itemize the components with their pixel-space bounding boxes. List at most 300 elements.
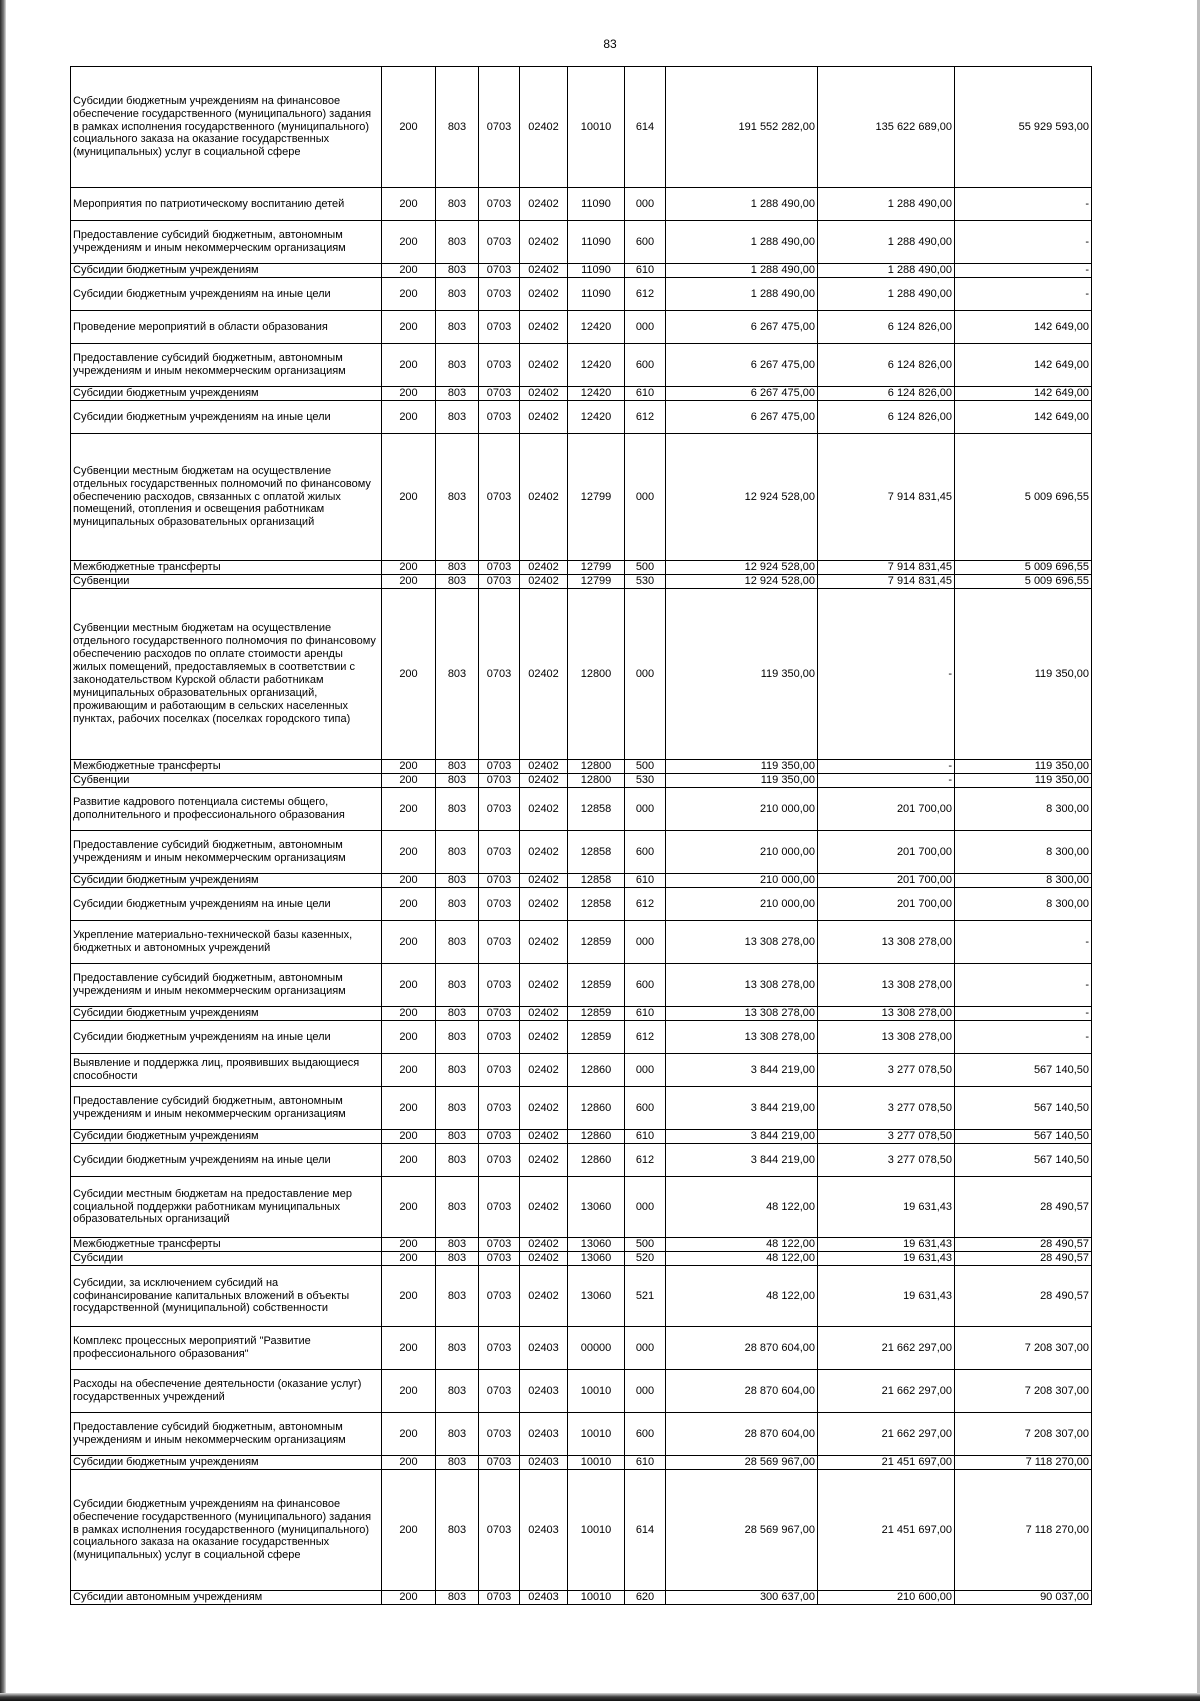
code-program: 02402 [520,831,568,874]
code-admin: 200 [382,1266,436,1327]
value-executed: 1 288 490,00 [818,188,955,221]
table-row [71,188,1092,221]
value-approved: 3 844 219,00 [666,1130,818,1144]
table-row [71,1370,1092,1413]
code-expense-type: 612 [625,278,666,311]
table-row [71,67,1092,188]
value-remaining: 8 300,00 [955,888,1092,921]
code-gov: 803 [436,788,479,831]
code-expense-type: 521 [625,1266,666,1327]
code-direction: 11090 [568,264,625,278]
value-approved: 6 267 475,00 [666,401,818,434]
code-direction: 10010 [568,1370,625,1413]
code-section: 0703 [479,1021,520,1054]
value-remaining: 7 208 307,00 [955,1413,1092,1456]
row-description: Комплекс процессных мероприятий "Развитие профессионального образования" [71,1327,382,1370]
code-direction: 13060 [568,1252,625,1266]
code-section: 0703 [479,760,520,774]
table-row [71,1591,1092,1605]
code-program: 02402 [520,1054,568,1087]
value-executed: 19 631,43 [818,1177,955,1238]
row-description: Межбюджетные трансферты [71,1238,382,1252]
code-section: 0703 [479,1252,520,1266]
value-remaining: - [955,264,1092,278]
code-expense-type: 000 [625,434,666,561]
row-description: Предоставление субсидий бюджетным, автономным учреждениям и иным некоммерческим организациям [71,1413,382,1456]
value-approved: 48 122,00 [666,1177,818,1238]
value-approved: 13 308 278,00 [666,964,818,1007]
code-admin: 200 [382,888,436,921]
code-section: 0703 [479,888,520,921]
table-row [71,1238,1092,1252]
row-description: Субвенции местным бюджетам на осуществление отдельных государственных полномочий по финансовому обеспечению расходов, связанных с оплатой жилых помещений, отопления и освещения работникам муниципальных образовательных организаций [71,434,382,561]
table-row [71,1130,1092,1144]
code-section: 0703 [479,1130,520,1144]
code-program: 02402 [520,964,568,1007]
table-row [71,221,1092,264]
code-section: 0703 [479,1413,520,1456]
code-program: 02403 [520,1456,568,1470]
code-direction: 12860 [568,1144,625,1177]
value-approved: 28 870 604,00 [666,1413,818,1456]
table-row [71,1413,1092,1456]
value-remaining: 28 490,57 [955,1177,1092,1238]
code-expense-type: 620 [625,1591,666,1605]
value-executed: 3 277 078,50 [818,1087,955,1130]
code-program: 02402 [520,561,568,575]
code-section: 0703 [479,1054,520,1087]
code-program: 02402 [520,788,568,831]
table-row [71,278,1092,311]
value-remaining: 8 300,00 [955,874,1092,888]
code-section: 0703 [479,575,520,589]
row-description: Предоставление субсидий бюджетным, автономным учреждениям и иным некоммерческим организациям [71,831,382,874]
table-row [71,401,1092,434]
value-executed: 13 308 278,00 [818,1007,955,1021]
value-remaining: 567 140,50 [955,1144,1092,1177]
code-section: 0703 [479,774,520,788]
value-executed: 6 124 826,00 [818,311,955,344]
code-section: 0703 [479,344,520,387]
code-direction: 11090 [568,278,625,311]
value-approved: 13 308 278,00 [666,921,818,964]
code-gov: 803 [436,1370,479,1413]
value-executed: 201 700,00 [818,888,955,921]
table-row [71,575,1092,589]
code-program: 02403 [520,1327,568,1370]
code-direction: 12420 [568,401,625,434]
budget-table [70,66,1092,1605]
row-description: Субсидии бюджетным учреждениям на иные цели [71,1144,382,1177]
code-direction: 13060 [568,1266,625,1327]
code-expense-type: 610 [625,874,666,888]
row-description: Субсидии [71,1252,382,1266]
code-direction: 12800 [568,774,625,788]
code-expense-type: 610 [625,387,666,401]
code-program: 02402 [520,760,568,774]
code-expense-type: 000 [625,1054,666,1087]
value-executed: 19 631,43 [818,1238,955,1252]
code-section: 0703 [479,1007,520,1021]
row-description: Расходы на обеспечение деятельности (оказание услуг) государственных учреждений [71,1370,382,1413]
value-remaining: 28 490,57 [955,1238,1092,1252]
table-row [71,774,1092,788]
value-approved: 13 308 278,00 [666,1007,818,1021]
code-admin: 200 [382,67,436,188]
code-section: 0703 [479,964,520,1007]
code-direction: 12799 [568,575,625,589]
code-admin: 200 [382,1130,436,1144]
row-description: Субсидии автономным учреждениям [71,1591,382,1605]
value-approved: 28 569 967,00 [666,1456,818,1470]
row-description: Предоставление субсидий бюджетным, автономным учреждениям и иным некоммерческим организациям [71,344,382,387]
code-direction: 00000 [568,1327,625,1370]
code-admin: 200 [382,575,436,589]
code-expense-type: 610 [625,1130,666,1144]
table-row [71,1021,1092,1054]
code-admin: 200 [382,788,436,831]
code-program: 02402 [520,1021,568,1054]
value-remaining: 567 140,50 [955,1087,1092,1130]
code-expense-type: 000 [625,921,666,964]
code-gov: 803 [436,264,479,278]
code-expense-type: 600 [625,221,666,264]
code-section: 0703 [479,401,520,434]
code-admin: 200 [382,589,436,760]
code-direction: 13060 [568,1177,625,1238]
code-section: 0703 [479,788,520,831]
table-row [71,1087,1092,1130]
code-direction: 12799 [568,434,625,561]
value-approved: 300 637,00 [666,1591,818,1605]
code-section: 0703 [479,1327,520,1370]
code-section: 0703 [479,1087,520,1130]
code-expense-type: 000 [625,589,666,760]
code-gov: 803 [436,344,479,387]
code-admin: 200 [382,401,436,434]
row-description: Субсидии бюджетным учреждениям на финансовое обеспечение государственного (муниципального) задания в рамках исполнения государственного (муниципального) социального заказа на оказание государственных (муниципальных) услуг в социальной сфере [71,67,382,188]
row-description: Субсидии бюджетным учреждениям на иные цели [71,278,382,311]
code-direction: 12860 [568,1054,625,1087]
value-executed: 3 277 078,50 [818,1130,955,1144]
code-expense-type: 530 [625,575,666,589]
value-executed: - [818,774,955,788]
row-description: Субсидии бюджетным учреждениям [71,387,382,401]
row-description: Субвенции [71,575,382,589]
code-gov: 803 [436,888,479,921]
table-row [71,1054,1092,1087]
code-admin: 200 [382,964,436,1007]
row-description: Субсидии бюджетным учреждениям [71,874,382,888]
row-description: Мероприятия по патриотическому воспитанию детей [71,188,382,221]
value-remaining: 8 300,00 [955,788,1092,831]
code-admin: 200 [382,1007,436,1021]
code-program: 02403 [520,1370,568,1413]
code-admin: 200 [382,1087,436,1130]
code-admin: 200 [382,1054,436,1087]
value-approved: 12 924 528,00 [666,434,818,561]
value-remaining: - [955,188,1092,221]
code-direction: 10010 [568,67,625,188]
code-admin: 200 [382,1252,436,1266]
code-gov: 803 [436,311,479,344]
row-description: Субсидии бюджетным учреждениям [71,1130,382,1144]
code-section: 0703 [479,1266,520,1327]
value-approved: 119 350,00 [666,774,818,788]
code-admin: 200 [382,188,436,221]
value-executed: 13 308 278,00 [818,1021,955,1054]
code-program: 02402 [520,264,568,278]
code-direction: 12420 [568,344,625,387]
code-admin: 200 [382,1238,436,1252]
value-executed: 210 600,00 [818,1591,955,1605]
code-section: 0703 [479,221,520,264]
value-executed: 201 700,00 [818,874,955,888]
code-admin: 200 [382,1591,436,1605]
value-approved: 210 000,00 [666,831,818,874]
value-executed: 21 451 697,00 [818,1470,955,1591]
table-row [71,561,1092,575]
code-gov: 803 [436,278,479,311]
code-section: 0703 [479,874,520,888]
code-admin: 200 [382,921,436,964]
value-executed: 6 124 826,00 [818,401,955,434]
row-description: Предоставление субсидий бюджетным, автономным учреждениям и иным некоммерческим организациям [71,964,382,1007]
code-section: 0703 [479,1591,520,1605]
code-section: 0703 [479,589,520,760]
code-direction: 13060 [568,1238,625,1252]
table-row [71,1456,1092,1470]
value-remaining: - [955,921,1092,964]
row-description: Субсидии бюджетным учреждениям на иные цели [71,401,382,434]
value-remaining: 567 140,50 [955,1130,1092,1144]
row-description: Субвенции местным бюджетам на осуществление отдельного государственного полномочия по финансовому обеспечению расходов по оплате стоимости аренды жилых помещений, предоставляемых в соответствии с законодательством Курской области работникам муниципальных образовательных организаций, проживающим и работающим в сельских населенных пунктах, рабочих поселках (поселках городского типа) [71,589,382,760]
code-section: 0703 [479,561,520,575]
code-direction: 10010 [568,1470,625,1591]
code-gov: 803 [436,964,479,1007]
code-admin: 200 [382,1413,436,1456]
value-remaining: - [955,278,1092,311]
value-remaining: 7 208 307,00 [955,1327,1092,1370]
code-expense-type: 600 [625,1413,666,1456]
value-executed: - [818,760,955,774]
value-approved: 28 870 604,00 [666,1370,818,1413]
code-admin: 200 [382,1144,436,1177]
row-description: Субсидии бюджетным учреждениям [71,1456,382,1470]
code-expense-type: 600 [625,964,666,1007]
code-expense-type: 000 [625,188,666,221]
value-remaining: 119 350,00 [955,774,1092,788]
code-direction: 12420 [568,387,625,401]
value-remaining: 90 037,00 [955,1591,1092,1605]
table-row [71,311,1092,344]
scan-edge-left [0,0,6,1701]
code-gov: 803 [436,67,479,188]
value-approved: 6 267 475,00 [666,387,818,401]
table-row [71,387,1092,401]
code-section: 0703 [479,434,520,561]
code-program: 02402 [520,1144,568,1177]
value-remaining: 5 009 696,55 [955,561,1092,575]
code-gov: 803 [436,1021,479,1054]
value-remaining: 7 118 270,00 [955,1456,1092,1470]
value-remaining: 7 208 307,00 [955,1370,1092,1413]
table-row [71,888,1092,921]
code-gov: 803 [436,1252,479,1266]
code-expense-type: 610 [625,1007,666,1021]
code-program: 02402 [520,1007,568,1021]
value-remaining: 567 140,50 [955,1054,1092,1087]
code-section: 0703 [479,1238,520,1252]
value-executed: 201 700,00 [818,831,955,874]
code-gov: 803 [436,1456,479,1470]
code-expense-type: 614 [625,67,666,188]
value-executed: 7 914 831,45 [818,434,955,561]
code-direction: 12800 [568,589,625,760]
value-executed: 13 308 278,00 [818,921,955,964]
value-executed: 21 451 697,00 [818,1456,955,1470]
code-program: 02402 [520,188,568,221]
value-executed: 6 124 826,00 [818,387,955,401]
value-remaining: 8 300,00 [955,831,1092,874]
code-gov: 803 [436,589,479,760]
code-admin: 200 [382,221,436,264]
code-program: 02402 [520,575,568,589]
code-gov: 803 [436,1591,479,1605]
code-admin: 200 [382,774,436,788]
scan-edge-bottom [0,1693,1200,1701]
code-program: 02402 [520,589,568,760]
code-program: 02402 [520,874,568,888]
table-row [71,964,1092,1007]
value-approved: 3 844 219,00 [666,1054,818,1087]
code-gov: 803 [436,760,479,774]
value-approved: 1 288 490,00 [666,221,818,264]
code-admin: 200 [382,264,436,278]
code-admin: 200 [382,434,436,561]
code-section: 0703 [479,278,520,311]
code-direction: 12858 [568,888,625,921]
code-gov: 803 [436,1130,479,1144]
row-description: Субсидии бюджетным учреждениям [71,1007,382,1021]
code-section: 0703 [479,1456,520,1470]
code-direction: 12859 [568,1021,625,1054]
value-executed: 6 124 826,00 [818,344,955,387]
value-remaining: - [955,1021,1092,1054]
code-gov: 803 [436,1007,479,1021]
code-expense-type: 600 [625,831,666,874]
code-section: 0703 [479,1470,520,1591]
code-gov: 803 [436,1327,479,1370]
value-remaining: - [955,221,1092,264]
value-remaining: 119 350,00 [955,589,1092,760]
code-program: 02402 [520,1238,568,1252]
table-row [71,264,1092,278]
code-expense-type: 000 [625,311,666,344]
code-gov: 803 [436,387,479,401]
value-approved: 12 924 528,00 [666,561,818,575]
value-approved: 13 308 278,00 [666,1021,818,1054]
table-row [71,1144,1092,1177]
row-description: Развитие кадрового потенциала системы общего, дополнительного и профессионального образования [71,788,382,831]
value-executed: 21 662 297,00 [818,1413,955,1456]
code-program: 02402 [520,888,568,921]
code-gov: 803 [436,1177,479,1238]
table-row [71,1470,1092,1591]
row-description: Субсидии бюджетным учреждениям на финансовое обеспечение государственного (муниципального) задания в рамках исполнения государственного (муниципального) социального заказа на оказание государственных (муниципальных) услуг в социальной сфере [71,1470,382,1591]
code-admin: 200 [382,1456,436,1470]
code-gov: 803 [436,921,479,964]
code-section: 0703 [479,264,520,278]
value-remaining: 142 649,00 [955,387,1092,401]
value-approved: 210 000,00 [666,874,818,888]
code-expense-type: 600 [625,1087,666,1130]
row-description: Межбюджетные трансферты [71,760,382,774]
value-executed: 7 914 831,45 [818,561,955,575]
code-direction: 12799 [568,561,625,575]
value-remaining: 142 649,00 [955,311,1092,344]
code-program: 02402 [520,1177,568,1238]
code-gov: 803 [436,1144,479,1177]
code-expense-type: 612 [625,401,666,434]
table-row [71,760,1092,774]
value-remaining: 142 649,00 [955,401,1092,434]
value-remaining: 5 009 696,55 [955,575,1092,589]
code-gov: 803 [436,1054,479,1087]
code-admin: 200 [382,561,436,575]
code-program: 02402 [520,1087,568,1130]
value-remaining: - [955,1007,1092,1021]
value-executed: 21 662 297,00 [818,1370,955,1413]
row-description: Укрепление материально-технической базы казенных, бюджетных и автономных учреждений [71,921,382,964]
table-row [71,434,1092,561]
table-body [71,67,1092,1605]
code-direction: 12859 [568,921,625,964]
code-expense-type: 610 [625,1456,666,1470]
code-direction: 10010 [568,1591,625,1605]
code-direction: 12860 [568,1130,625,1144]
value-remaining: 55 929 593,00 [955,67,1092,188]
code-direction: 12800 [568,760,625,774]
value-executed: 1 288 490,00 [818,221,955,264]
code-section: 0703 [479,831,520,874]
page-number: 83 [603,37,617,51]
code-program: 02402 [520,1130,568,1144]
code-direction: 10010 [568,1456,625,1470]
code-program: 02403 [520,1470,568,1591]
code-program: 02403 [520,1591,568,1605]
code-expense-type: 000 [625,1370,666,1413]
value-executed: - [818,589,955,760]
code-expense-type: 500 [625,1238,666,1252]
code-section: 0703 [479,1370,520,1413]
code-direction: 12859 [568,964,625,1007]
value-executed: 19 631,43 [818,1266,955,1327]
row-description: Субсидии бюджетным учреждениям [71,264,382,278]
value-approved: 28 569 967,00 [666,1470,818,1591]
value-executed: 1 288 490,00 [818,278,955,311]
code-expense-type: 612 [625,888,666,921]
value-approved: 28 870 604,00 [666,1327,818,1370]
code-expense-type: 000 [625,788,666,831]
value-executed: 3 277 078,50 [818,1144,955,1177]
value-remaining: 28 490,57 [955,1252,1092,1266]
code-program: 02402 [520,774,568,788]
code-section: 0703 [479,188,520,221]
code-program: 02402 [520,401,568,434]
value-approved: 6 267 475,00 [666,311,818,344]
table-row [71,1327,1092,1370]
